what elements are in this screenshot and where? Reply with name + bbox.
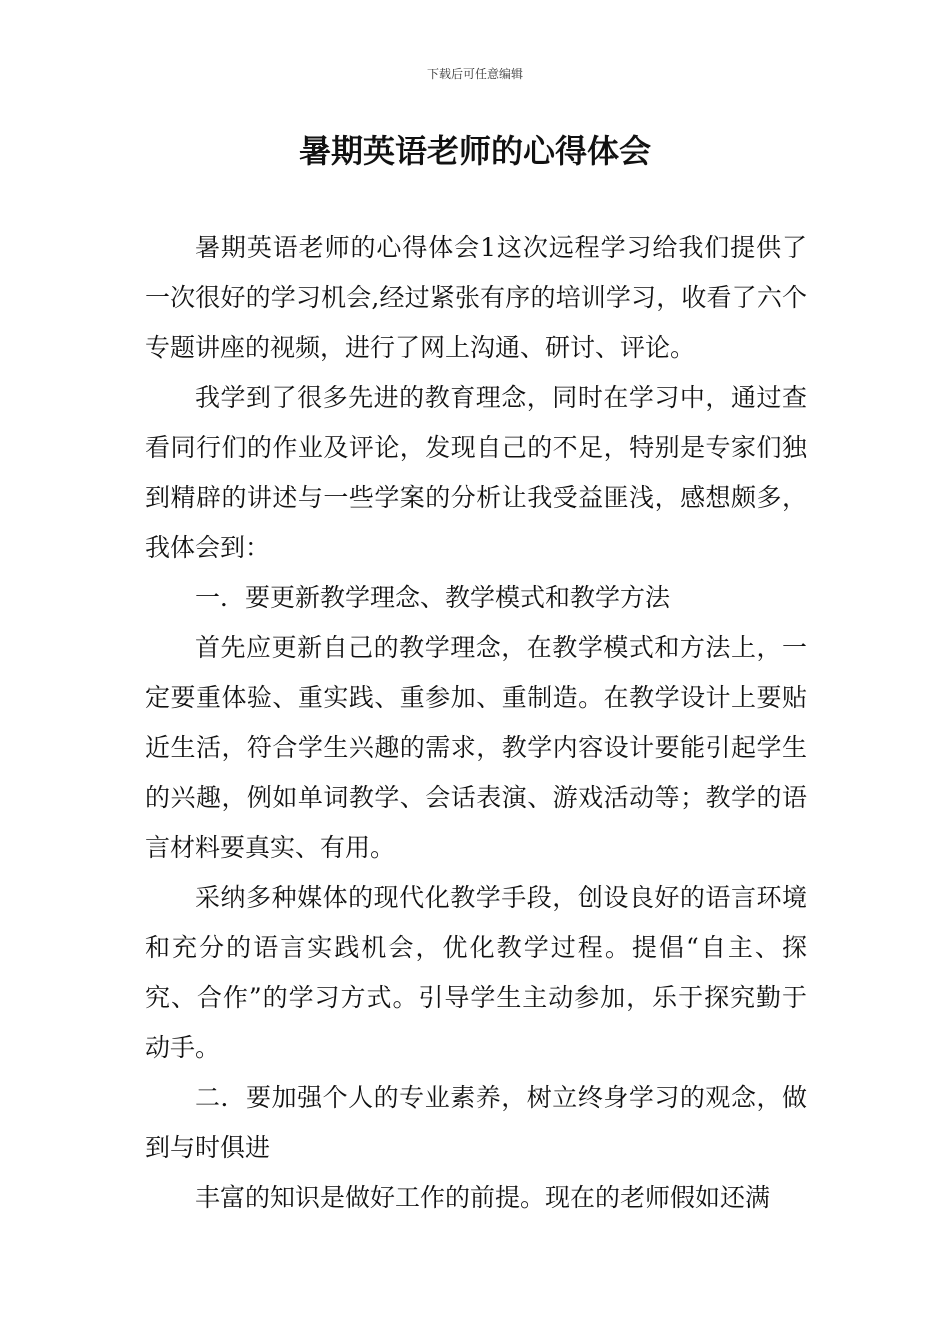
paragraph-4: 采纳多种媒体的现代化教学手段，创设良好的语言环境和充分的语言实践机会，优化教学过程。提倡“自主、探究、合作”的学习方式。引导学生主动参加，乐于探究勤于动手。 [145, 883, 807, 1062]
section-heading-1: 一．要更新教学理念、教学模式和教学方法 [195, 583, 671, 612]
header-note: 下载后可任意编辑 [426, 67, 523, 81]
document-body [145, 223, 807, 1223]
section-heading-2: 二．要加强个人的专业素养，树立终身学习的观念，做到与时俱进 [145, 1083, 807, 1162]
paragraph-5: 丰富的知识是做好工作的前提。现在的老师假如还满 [195, 1183, 771, 1212]
document-title: 暑期英语老师的心得体会 [298, 132, 651, 170]
paragraph-1: 暑期英语老师的心得体会1这次远程学习给我们提供了一次很好的学习机会,经过紧张有序的培训学习，收看了六个专题讲座的视频，进行了网上沟通、研讨、评论。 [145, 233, 807, 362]
paragraph-2: 我学到了很多先进的教育理念，同时在学习中，通过查看同行们的作业及评论，发现自己的不足，特别是专家们独到精辟的讲述与一些学案的分析让我受益匪浅，感想颇多，我体会到： [145, 383, 807, 562]
paragraph-3: 首先应更新自己的教学理念，在教学模式和方法上，一定要重体验、重实践、重参加、重制造。在教学设计上要贴近生活，符合学生兴趣的需求，教学内容设计要能引起学生的兴趣，例如单词教学、会话表演、游戏活动等；教学的语言材料要真实、有用。 [145, 633, 807, 862]
